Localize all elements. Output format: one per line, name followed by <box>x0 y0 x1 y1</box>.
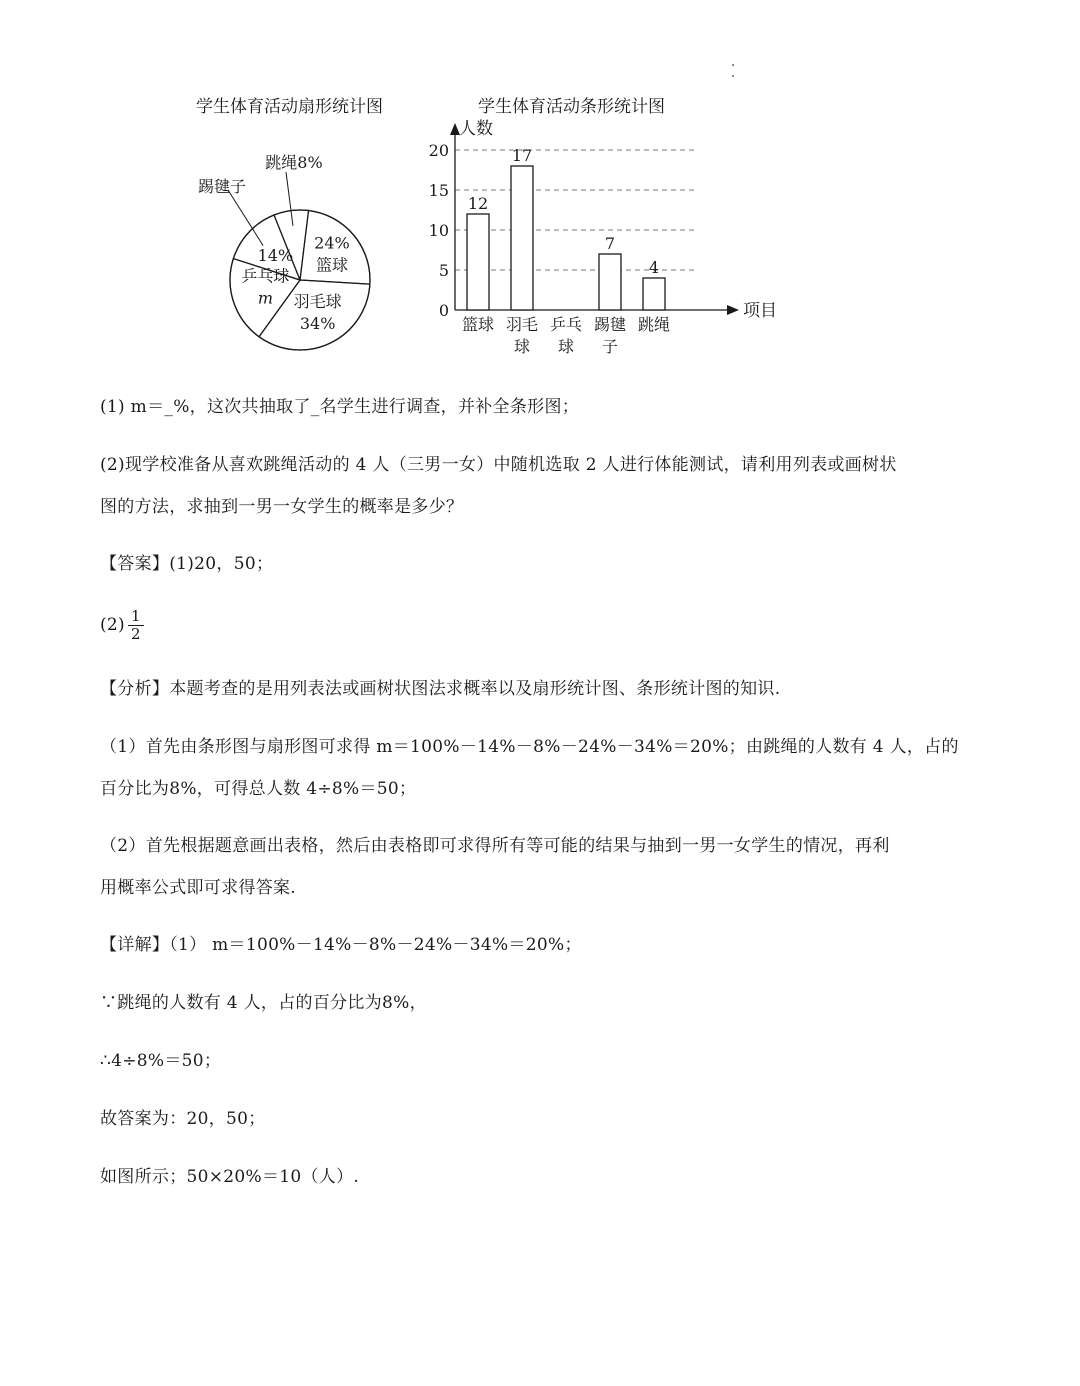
margin-dots <box>732 64 736 86</box>
x-tick-1-0: 羽毛 <box>505 315 539 334</box>
y-tick-20: 20 <box>428 141 449 160</box>
bar-4 <box>643 278 665 310</box>
x-tick-3-1: 子 <box>601 337 619 356</box>
y-tick-5: 5 <box>438 261 449 280</box>
x-tick-2-0: 乒乓 <box>549 315 583 334</box>
x-tick-1-1: 球 <box>513 337 531 356</box>
answer-part-1: 【答案】(1)20，50； <box>100 554 274 574</box>
pie-label-jumprope: 跳绳8% <box>265 153 323 172</box>
pie-label-basketball-1: 篮球 <box>315 255 348 275</box>
answer-part-2-prefix: (2) <box>100 615 125 635</box>
x-tick-4-0: 跳绳 <box>637 315 671 334</box>
bar-chart-title: 学生体育活动条形统计图 <box>478 97 665 117</box>
bar-0 <box>467 214 489 310</box>
analysis-2-line-2: 用概率公式即可求得答案. <box>100 878 297 898</box>
detail-4: 故答案为：20，50； <box>100 1109 266 1129</box>
x-axis-arrow <box>727 305 739 315</box>
pie-label-pingpong-1: m <box>257 288 274 308</box>
fraction-denominator: 2 <box>130 625 141 643</box>
question-2-line-2: 图的方法，求抽到一男一女学生的概率是多少？ <box>100 497 464 517</box>
bar-value-label-3: 7 <box>604 234 616 253</box>
question-2-line-1: (2)现学校准备从喜欢跳绳活动的 4 人（三男一女）中随机选取 2 人进行体能测试，请利用列表或画树状 <box>100 455 897 475</box>
x-tick-2-1: 球 <box>557 337 575 356</box>
bar-3 <box>599 254 621 310</box>
detail-3: ∴4÷8%＝50； <box>100 1051 222 1071</box>
pie-label-badminton-1: 34% <box>299 313 336 333</box>
question-1: (1) m＝_%，这次共抽取了_名学生进行调查，并补全条形图； <box>100 397 580 417</box>
fraction-numerator: 1 <box>128 608 144 626</box>
pie-label-basketball-0: 24% <box>314 233 350 253</box>
pie-label-badminton-0: 羽毛球 <box>293 291 342 311</box>
bar-value-label-1: 17 <box>511 146 533 165</box>
x-tick-3-0: 踢毽 <box>593 315 627 334</box>
answer-part-2 <box>100 608 144 643</box>
x-tick-0-0: 篮球 <box>461 315 495 334</box>
detail-2: ∵跳绳的人数有 4 人，占的百分比为8%， <box>100 993 427 1013</box>
analysis-heading: 【分析】本题考查的是用列表法或画树状图法求概率以及扇形统计图、条形统计图的知识. <box>100 679 781 699</box>
x-axis-label: 项目 <box>743 301 777 321</box>
analysis-1-line-1: （1）首先由条形图与扇形图可求得 m＝100%－14%－8%－24%－34%＝20%；由跳绳的人数有 4 人，占的 <box>100 737 959 757</box>
bar-1 <box>511 166 533 310</box>
pie-chart-title: 学生体育活动扇形统计图 <box>196 97 383 117</box>
analysis-1-line-2: 百分比为8%，可得总人数 4÷8%＝50； <box>100 779 417 799</box>
fraction-one-half <box>128 608 144 643</box>
analysis-2-line-1: （2）首先根据题意画出表格，然后由表格即可求得所有等可能的结果与抽到一男一女学生的情况，再利 <box>100 836 890 856</box>
bar-chart <box>420 115 777 356</box>
pie-label-pingpong-0: 乒乓球 <box>241 266 290 286</box>
y-tick-0: 0 <box>438 301 449 320</box>
y-axis-label: 人数 <box>459 119 493 139</box>
bar-value-label-0: 12 <box>467 194 489 213</box>
pie-leader-jumprope <box>286 172 293 226</box>
detail-5: 如图所示；50×20%＝10（人）. <box>100 1167 360 1187</box>
pie-leader-shuttlecock <box>228 190 263 246</box>
pie-chart <box>190 140 430 370</box>
detail-1: 【详解】（1） m＝100%－14%－8%－24%－34%＝20%； <box>100 935 582 955</box>
pie-label-shuttlecock-value-0: 14% <box>257 246 294 266</box>
bar-value-label-4: 4 <box>648 258 660 277</box>
pie-label-shuttlecock-name: 踢毽子 <box>197 177 247 196</box>
y-tick-10: 10 <box>428 221 449 240</box>
y-tick-15: 15 <box>428 181 449 200</box>
